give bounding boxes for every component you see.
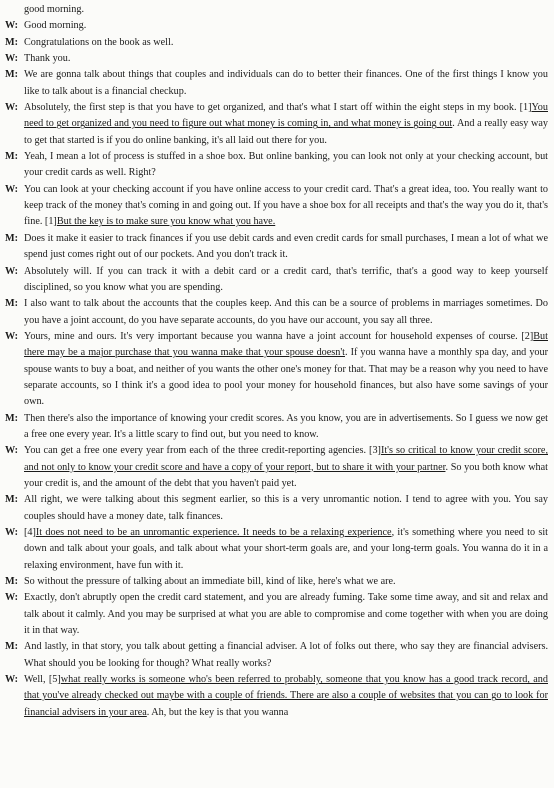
turn-text: [24, 672, 548, 721]
speaker-label: [0, 2, 24, 18]
speaker-label: W:: [5, 20, 19, 32]
speaker-label: M:: [5, 494, 19, 506]
underlined-answer-text: But there may be a major purchase that you wanna make that your spouse doesn't: [24, 330, 548, 359]
transcript-turn: [0, 574, 554, 590]
speaker-label: W:: [5, 330, 19, 342]
text-segment: You can look at your checking account if you have online access to your credit card. That's a great idea, too. You really want to keep track of the money that's coming in and going out. If you have a shoe box for all receipts and that's the way you do it, that's fine. [1]: [24, 183, 548, 228]
speaker-label: M:: [5, 232, 19, 244]
transcript-turn: [0, 296, 554, 329]
transcript: [0, 2, 554, 721]
turn-text: [24, 2, 548, 18]
turn-text: [24, 296, 548, 329]
speaker-label: W:: [5, 592, 19, 604]
text-segment: . So you both know what your credit is, and the amount of the debt that you haven't paid yet.: [24, 461, 548, 489]
turn-text: [24, 100, 548, 149]
transcript-turn: [0, 100, 554, 149]
text-segment: You can get a free one every year from each of the three credit-reporting agencies. [3]: [24, 445, 381, 457]
text-segment: . If you wanna have a monthly spa day, and your spouse wants to buy a boat, and neither of you wants the other one's money for that. That may be a reason why you need to have separate accounts, so I think it's a good idea to pool your money for household finances, but also have some savings of your own.: [24, 347, 548, 408]
turn-text: [24, 443, 548, 492]
turn-text: [24, 182, 548, 231]
speaker-label: W:: [5, 102, 19, 114]
turn-text: [24, 149, 548, 182]
transcript-turn: [0, 18, 554, 34]
speaker-label: M:: [5, 36, 19, 48]
transcript-turn: [0, 590, 554, 639]
text-segment: So without the pressure of talking about an immediate bill, kind of like, here's what we are.: [24, 576, 396, 588]
speaker-label: W:: [5, 527, 19, 538]
speaker-label: W:: [5, 183, 19, 195]
speaker-label: W:: [5, 265, 19, 277]
text-segment: [4]: [24, 527, 36, 538]
underlined-answer-text: It does not need to be an unromantic experience. It needs to be a relaxing experience: [35, 527, 392, 538]
speaker-label: M:: [5, 412, 19, 424]
transcript-turn: [0, 149, 554, 182]
text-segment: . Ah, but the key is that you wanna: [146, 706, 289, 718]
text-segment: Good morning.: [24, 20, 87, 32]
turn-text: [24, 51, 548, 67]
turn-text: [24, 639, 548, 672]
transcript-turn: [0, 264, 554, 297]
speaker-label: M:: [5, 69, 19, 81]
turn-text: [24, 35, 548, 51]
turn-text: [24, 525, 548, 574]
turn-text: [24, 574, 548, 590]
transcript-turn: [0, 51, 554, 67]
underlined-answer-text: You need to get organized and you need to figure out what money is coming in, and what money is going out: [24, 102, 548, 130]
speaker-label: M:: [5, 298, 19, 310]
text-segment: Congratulations on the book as well.: [24, 36, 174, 48]
speaker-label: M:: [5, 151, 19, 163]
speaker-label: W:: [5, 674, 19, 686]
text-segment: Thank you.: [24, 53, 71, 65]
text-segment: All right, we were talking about this segment earlier, so this is a very unromantic notion. I tend to agree with you. You say couples should have a money date, talk finances.: [24, 494, 548, 522]
transcript-turn: [0, 231, 554, 264]
text-segment: Well, [5]: [24, 674, 61, 686]
speaker-label: M:: [5, 641, 19, 653]
transcript-turn: [0, 443, 554, 492]
transcript-turn: [0, 182, 554, 231]
turn-text: [24, 18, 548, 34]
text-segment: good morning.: [24, 4, 84, 15]
transcript-turn: [0, 492, 554, 525]
speaker-label: W:: [5, 53, 19, 65]
transcript-turn: [0, 525, 554, 574]
underlined-answer-text: But the key is to make sure you know what you have.: [56, 216, 276, 228]
text-segment: Does it make it easier to track finances if you use debit cards and even credit cards for small purchases, I mean a lot of what we spend just comes right out of our pockets. And you don't track it.: [24, 232, 548, 261]
transcript-turn: [0, 2, 554, 18]
text-segment: Absolutely, the first step is that you have to get organized, and that's what I start off within the eight steps in my book. [1]: [24, 102, 532, 114]
underlined-answer-text: what really works is someone who's been referred to probably, someone that you know has a good track record, and that you've already checked out maybe with a couple of friends. There are also a couple of websites that you can go to look for financial advisers in your area: [24, 674, 548, 718]
text-segment: Yours, mine and ours. It's very important because you wanna have a joint account for household expenses of course. [2]: [24, 330, 534, 342]
transcript-turn: [0, 35, 554, 51]
text-segment: . And a really easy way to get that started is if you do online banking, it's all laid out there for you.: [24, 118, 548, 146]
transcript-turn: [0, 639, 554, 672]
turn-text: [24, 590, 548, 639]
transcript-turn: [0, 411, 554, 444]
text-segment: And lastly, in that story, you talk about getting a financial adviser. A lot of folks out there, who say they are financial advisers. What should you be looking for though? What really works?: [24, 641, 548, 669]
text-segment: I also want to talk about the accounts that the couples keep. And this can be a source of problems in marriages sometimes. Do you have a joint account, do you have separate accounts, do you have our account, you say all three.: [24, 298, 548, 326]
turn-text: [24, 411, 548, 444]
underlined-answer-text: It's so critical to know your credit score, and not only to know your credit score and have a copy of your report, but to share it with your partner: [24, 445, 548, 473]
speaker-label: M:: [5, 576, 19, 588]
text-segment: We are gonna talk about things that couples and individuals can do to better their finances. One of the first things I know you like to talk about is a financial checkup.: [24, 69, 548, 97]
turn-text: [24, 329, 548, 411]
transcript-turn: [0, 67, 554, 100]
text-segment: Absolutely will. If you can track it with a debit card or a credit card, that's terrific, that's a good way to keep yourself disciplined, so you know what you are spending.: [24, 265, 548, 293]
turn-text: [24, 264, 548, 297]
speaker-label: W:: [5, 445, 19, 457]
text-segment: Yeah, I mean a lot of process is stuffed in a shoe box. But online banking, you can look not only at your checking account, but your credit cards as well. Right?: [24, 151, 548, 179]
text-segment: , it's something where you need to sit down and talk about your goals, and talk about what your short-term goals are, and your long-term goals. You wanna do it in a relaxing environment, have fun with it.: [24, 527, 549, 571]
transcript-turn: [0, 672, 554, 721]
text-segment: Then there's also the importance of knowing your credit scores. As you know, you are in advertisements. So I guess we now get a free one every year. It's a little scary to find out, but you need to know.: [24, 412, 548, 440]
turn-text: [24, 231, 548, 264]
turn-text: [24, 492, 548, 525]
transcript-turn: [0, 329, 554, 411]
turn-text: [24, 67, 548, 100]
text-segment: Exactly, don't abruptly open the credit card statement, and you are already fuming. Take some time away, and sit and relax and talk about it calmly. And you may be surprised at what you are able to compromise and come together with when you are doing it in that way.: [24, 592, 548, 637]
